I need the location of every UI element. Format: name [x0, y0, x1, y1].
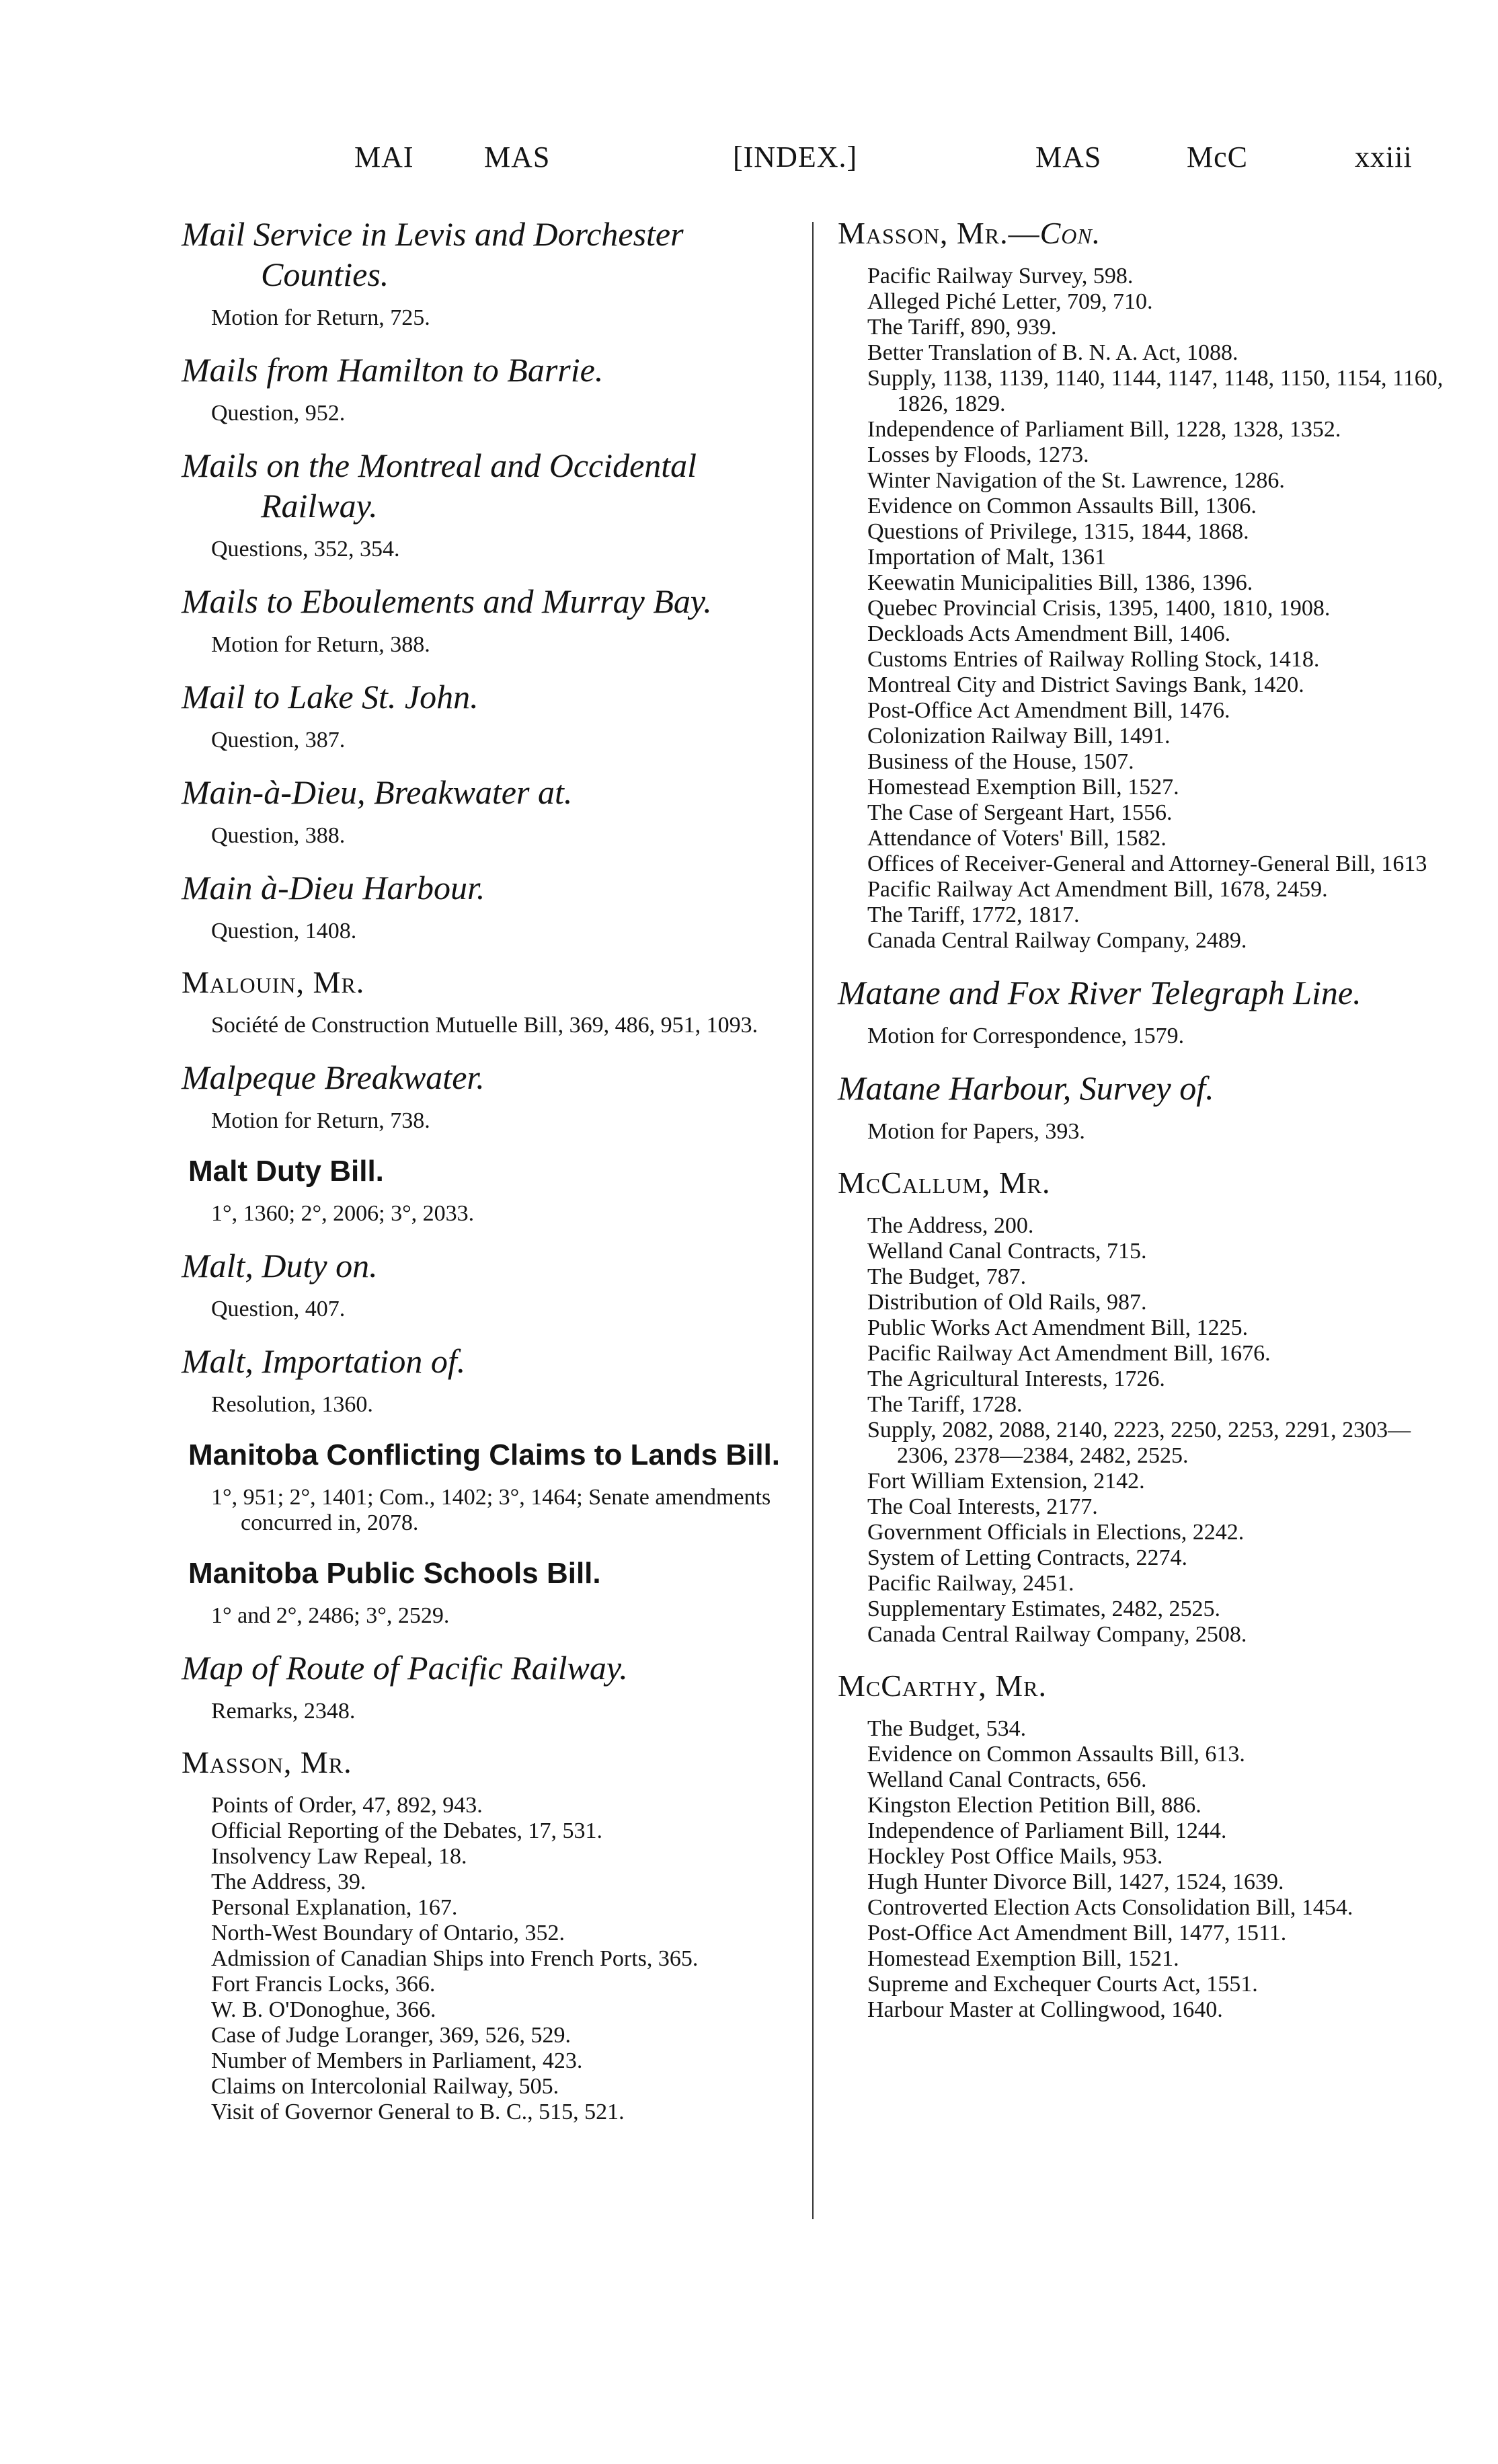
- reference-line: The Address, 200.: [867, 1213, 1034, 1238]
- header-left-from: MAI: [354, 141, 414, 174]
- reference-line: Supply, 1138, 1139, 1140, 1144, 1147, 1148, 1150, 1154, 1160, 1826, 1829.: [867, 366, 1444, 416]
- reference-line: Hugh Hunter Divorce Bill, 1427, 1524, 1639.: [867, 1870, 1284, 1894]
- reference-line: Public Works Act Amendment Bill, 1225.: [867, 1315, 1249, 1340]
- reference-line: 1° and 2°, 2486; 3°, 2529.: [211, 1603, 450, 1628]
- entry-title-text: Malt, Importation of.: [182, 1342, 466, 1380]
- reference-line: Question, 388.: [211, 823, 346, 848]
- entry-title-text: Map of Route of Pacific Railway.: [182, 1649, 628, 1687]
- entry-references: [182, 919, 790, 944]
- reference-line: Evidence on Common Assaults Bill, 613.: [867, 1742, 1245, 1767]
- reference-line: The Tariff, 1728.: [867, 1392, 1023, 1417]
- reference-line: Alleged Piché Letter, 709, 710.: [867, 289, 1153, 314]
- entry-title-text: Malouin, Mr.: [182, 965, 365, 999]
- reference-line: Case of Judge Loranger, 369, 526, 529.: [211, 2023, 571, 2048]
- entry-references: [182, 1485, 790, 1536]
- index-entry: [182, 350, 790, 445]
- entry-title-text: McCallum, Mr.: [838, 1165, 1051, 1200]
- reference-line: Business of the House, 1507.: [867, 749, 1134, 774]
- reference-line: Homestead Exemption Bill, 1527.: [867, 775, 1179, 800]
- left-column: [182, 214, 790, 2144]
- header-right-to: McC: [1187, 141, 1248, 174]
- entry-title: [182, 868, 790, 908]
- reference-line: Canada Central Railway Company, 2489.: [867, 928, 1247, 953]
- entry-references: [182, 1108, 790, 1134]
- index-entry: [838, 972, 1456, 1068]
- entry-title: [182, 445, 790, 526]
- reference-line: Supplementary Estimates, 2482, 2525.: [867, 1596, 1221, 1621]
- reference-line: Attendance of Voters' Bill, 1582.: [867, 826, 1167, 851]
- entry-references: [182, 1297, 790, 1322]
- reference-line: Homestead Exemption Bill, 1521.: [867, 1946, 1179, 1971]
- reference-line: Quebec Provincial Crisis, 1395, 1400, 1810, 1908.: [867, 596, 1331, 621]
- reference-line: Welland Canal Contracts, 715.: [867, 1239, 1147, 1264]
- reference-line: Post-Office Act Amendment Bill, 1477, 1511.: [867, 1921, 1287, 1946]
- header-center: [INDEX.]: [733, 141, 858, 174]
- entry-references: [838, 1213, 1456, 1648]
- entry-references: [838, 264, 1456, 954]
- entry-title: [182, 1341, 790, 1381]
- entry-title: [182, 1648, 790, 1688]
- entry-references: [182, 1201, 790, 1227]
- index-entry: [182, 677, 790, 772]
- entry-title: [182, 350, 790, 390]
- entry-title: [182, 1555, 790, 1592]
- entry-references: [838, 1024, 1456, 1049]
- entry-title-text: Malt Duty Bill.: [188, 1155, 384, 1188]
- entry-title-text: Mail to Lake St. John.: [182, 678, 479, 716]
- reference-line: Questions of Privilege, 1315, 1844, 1868.: [867, 519, 1249, 544]
- entry-title: [838, 1163, 1456, 1202]
- reference-line: Pacific Railway Act Amendment Bill, 1676.: [867, 1341, 1271, 1366]
- header-right-from: MAS: [1035, 141, 1102, 174]
- entry-title-text: Matane Harbour, Survey of.: [838, 1069, 1214, 1107]
- entry-title: [182, 677, 790, 717]
- entry-title-text: Manitoba Public Schools Bill.: [188, 1557, 601, 1590]
- reference-line: Pacific Railway Survey, 598.: [867, 264, 1134, 288]
- reference-line: Welland Canal Contracts, 656.: [867, 1767, 1147, 1792]
- entry-references: [182, 728, 790, 753]
- entry-title: [182, 1743, 790, 1782]
- reference-line: Motion for Return, 738.: [211, 1108, 430, 1133]
- reference-line: Question, 1408.: [211, 919, 357, 944]
- index-entry: [838, 214, 1456, 972]
- reference-line: Post-Office Act Amendment Bill, 1476.: [867, 698, 1230, 723]
- reference-line: Controverted Election Acts Consolidation Bill, 1454.: [867, 1895, 1353, 1920]
- entry-title: [182, 1057, 790, 1098]
- index-entry: [182, 772, 790, 868]
- entry-title-text: Main-à-Dieu, Breakwater at.: [182, 773, 573, 811]
- page-number: xxiii: [1355, 141, 1413, 174]
- reference-line: Deckloads Acts Amendment Bill, 1406.: [867, 621, 1231, 646]
- entry-title-text: Mails to Eboulements and Murray Bay.: [182, 582, 712, 620]
- entry-references: [182, 823, 790, 849]
- index-entry: [182, 1341, 790, 1436]
- entry-title: [182, 1153, 790, 1190]
- entry-title: [838, 1068, 1456, 1108]
- reference-line: Harbour Master at Collingwood, 1640.: [867, 1997, 1223, 2022]
- index-entry: [182, 1245, 790, 1341]
- reference-line: Independence of Parliament Bill, 1228, 1328, 1352.: [867, 417, 1341, 442]
- reference-line: The Tariff, 1772, 1817.: [867, 902, 1080, 927]
- entry-title-text: Matane and Fox River Telegraph Line.: [838, 974, 1362, 1011]
- reference-line: The Budget, 534.: [867, 1716, 1027, 1741]
- entry-title-text: Main à-Dieu Harbour.: [182, 869, 485, 907]
- index-entry: [182, 1648, 790, 1743]
- reference-line: Motion for Correspondence, 1579.: [867, 1024, 1185, 1048]
- entry-title: [838, 1666, 1456, 1705]
- entry-title: [182, 1245, 790, 1286]
- reference-line: Claims on Intercolonial Railway, 505.: [211, 2074, 559, 2099]
- reference-line: Remarks, 2348.: [211, 1699, 356, 1724]
- index-entry: [838, 1163, 1456, 1666]
- reference-line: Customs Entries of Railway Rolling Stock, 1418.: [867, 647, 1320, 672]
- reference-line: Losses by Floods, 1273.: [867, 442, 1089, 467]
- reference-line: Distribution of Old Rails, 987.: [867, 1290, 1147, 1315]
- reference-line: The Agricultural Interests, 1726.: [867, 1366, 1165, 1391]
- reference-line: Official Reporting of the Debates, 17, 531.: [211, 1818, 602, 1843]
- reference-line: Importation of Malt, 1361: [867, 545, 1107, 570]
- entry-title: [182, 581, 790, 621]
- reference-line: Resolution, 1360.: [211, 1392, 373, 1417]
- index-entry: [182, 1057, 790, 1153]
- reference-line: Insolvency Law Repeal, 18.: [211, 1844, 467, 1869]
- index-entry: [182, 581, 790, 677]
- reference-line: The Address, 39.: [211, 1870, 366, 1894]
- reference-line: Admission of Canadian Ships into French Ports, 365.: [211, 1946, 699, 1971]
- entry-title-text: Malpeque Breakwater.: [182, 1058, 485, 1096]
- reference-line: Fort Francis Locks, 366.: [211, 1972, 436, 1997]
- entry-title-text: Manitoba Conflicting Claims to Lands Bill.: [188, 1438, 781, 1471]
- index-entry: [182, 445, 790, 581]
- reference-line: Better Translation of B. N. A. Act, 1088.: [867, 340, 1238, 365]
- reference-line: Keewatin Municipalities Bill, 1386, 1396.: [867, 570, 1253, 595]
- index-entry: [182, 868, 790, 963]
- reference-line: Canada Central Railway Company, 2508.: [867, 1622, 1247, 1647]
- entry-references: [182, 401, 790, 426]
- reference-line: Kingston Election Petition Bill, 886.: [867, 1793, 1201, 1818]
- entry-title: [182, 214, 790, 295]
- reference-line: The Budget, 787.: [867, 1264, 1027, 1289]
- reference-line: The Tariff, 890, 939.: [867, 315, 1057, 340]
- reference-line: The Coal Interests, 2177.: [867, 1494, 1098, 1519]
- reference-line: Offices of Receiver-General and Attorney-General Bill, 1613: [867, 851, 1427, 876]
- index-entry: [182, 963, 790, 1057]
- entry-title-text: Masson, Mr.—: [838, 216, 1040, 250]
- index-entry: [182, 214, 790, 350]
- index-entry: [182, 1153, 790, 1245]
- reference-line: Question, 407.: [211, 1297, 346, 1321]
- reference-line: Fort William Extension, 2142.: [867, 1469, 1145, 1494]
- entry-title-text: Malt, Duty on.: [182, 1247, 378, 1284]
- reference-line: Société de Construction Mutuelle Bill, 369, 486, 951, 1093.: [211, 1013, 758, 1038]
- entry-references: [182, 1013, 790, 1038]
- reference-line: 1°, 951; 2°, 1401; Com., 1402; 3°, 1464; Senate amendments concurred in, 2078.: [211, 1485, 771, 1535]
- reference-line: Motion for Papers, 393.: [867, 1119, 1085, 1144]
- reference-line: 1°, 1360; 2°, 2006; 3°, 2033.: [211, 1201, 475, 1226]
- reference-line: Supreme and Exchequer Courts Act, 1551.: [867, 1972, 1258, 1997]
- reference-line: Winter Navigation of the St. Lawrence, 1286.: [867, 468, 1285, 493]
- entry-title-text: Mails from Hamilton to Barrie.: [182, 351, 604, 389]
- entry-references: [182, 1603, 790, 1629]
- entry-references: [838, 1119, 1456, 1145]
- entry-title: [838, 972, 1456, 1013]
- running-header: [168, 140, 1498, 187]
- reference-line: Montreal City and District Savings Bank, 1420.: [867, 672, 1304, 697]
- entry-references: [182, 1793, 790, 2125]
- reference-line: Question, 387.: [211, 728, 346, 753]
- reference-line: W. B. O'Donoghue, 366.: [211, 1997, 436, 2022]
- entry-references: [182, 632, 790, 658]
- entry-title-text: McCarthy, Mr.: [838, 1668, 1047, 1703]
- entry-title-text: Masson, Mr.: [182, 1745, 352, 1779]
- entry-title: [182, 1436, 790, 1474]
- reference-line: Pacific Railway, 2451.: [867, 1571, 1074, 1596]
- entry-title: [182, 963, 790, 1002]
- entry-references: [182, 1392, 790, 1418]
- entry-title-text: Mail Service in Levis and Dorchester Counties.: [182, 215, 684, 293]
- entry-title-text: Mails on the Montreal and Occidental Railway.: [182, 447, 697, 525]
- reference-line: Government Officials in Elections, 2242.: [867, 1520, 1245, 1545]
- reference-line: Motion for Return, 388.: [211, 632, 430, 657]
- reference-line: Questions, 352, 354.: [211, 537, 400, 562]
- index-entry: [182, 1743, 790, 2144]
- reference-line: Hockley Post Office Mails, 953.: [867, 1844, 1163, 1869]
- reference-line: Visit of Governor General to B. C., 515, 521.: [211, 2100, 625, 2124]
- reference-line: The Case of Sergeant Hart, 1556.: [867, 800, 1173, 825]
- entry-title: [838, 214, 1456, 253]
- reference-line: Motion for Return, 725.: [211, 305, 430, 330]
- reference-line: Independence of Parliament Bill, 1244.: [867, 1818, 1227, 1843]
- reference-line: Colonization Railway Bill, 1491.: [867, 724, 1171, 748]
- reference-line: Supply, 2082, 2088, 2140, 2223, 2250, 2253, 2291, 2303—2306, 2378—2384, 2482, 2525.: [867, 1418, 1411, 1468]
- entry-references: [838, 1716, 1456, 2023]
- entry-references: [182, 1699, 790, 1724]
- reference-line: Number of Members in Parliament, 423.: [211, 2048, 583, 2073]
- entry-title: [182, 772, 790, 812]
- reference-line: Points of Order, 47, 892, 943.: [211, 1793, 483, 1818]
- reference-line: Pacific Railway Act Amendment Bill, 1678, 2459.: [867, 877, 1328, 902]
- index-entry: [838, 1666, 1456, 2042]
- index-entry: [182, 1555, 790, 1648]
- right-column: [838, 214, 1456, 2042]
- reference-line: System of Letting Contracts, 2274.: [867, 1545, 1187, 1570]
- reference-line: Personal Explanation, 167.: [211, 1895, 458, 1920]
- reference-line: North-West Boundary of Ontario, 352.: [211, 1921, 565, 1946]
- index-entry: [182, 1436, 790, 1555]
- reference-line: Question, 952.: [211, 401, 346, 426]
- reference-line: Evidence on Common Assaults Bill, 1306.: [867, 494, 1257, 518]
- continued-label: Con.: [1039, 216, 1101, 250]
- entry-references: [182, 305, 790, 331]
- entry-references: [182, 537, 790, 562]
- header-left-to: MAS: [484, 141, 551, 174]
- index-entry: [838, 1068, 1456, 1163]
- column-divider: [812, 222, 814, 2219]
